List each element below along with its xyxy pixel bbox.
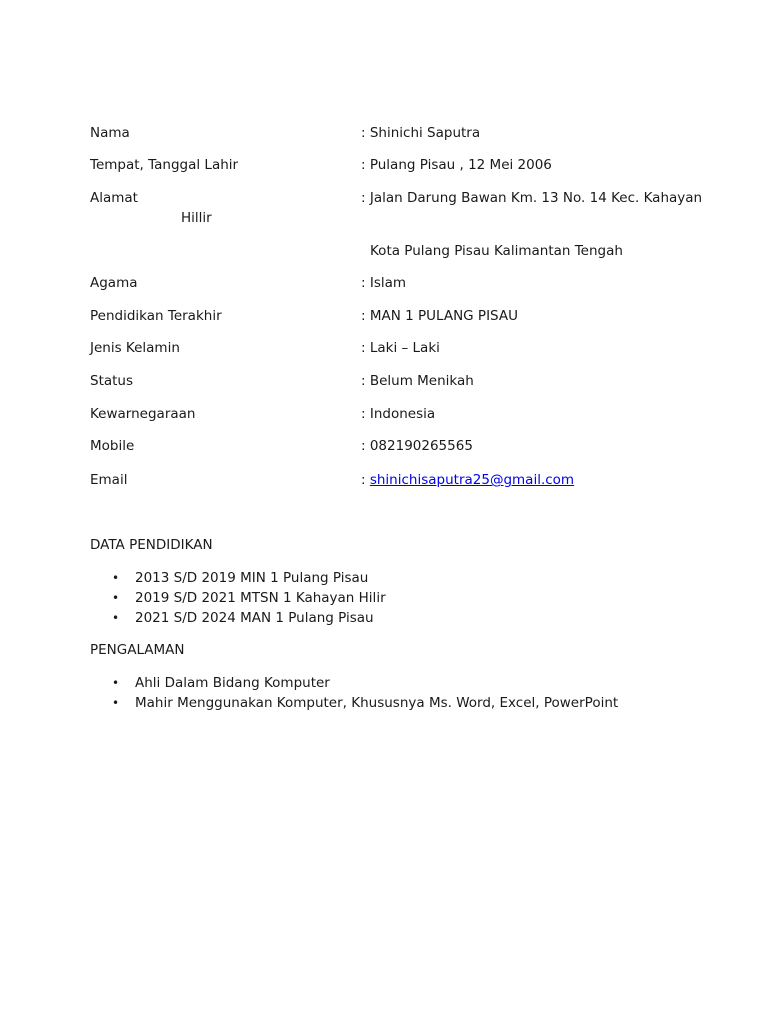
value-agama: : Islam [361,275,407,291]
value-alamat-line2: Kota Pulang Pisau Kalimantan Tengah [370,243,623,259]
list-item-text: Ahli Dalam Bidang Komputer [135,675,330,691]
label-alamat: Alamat [90,190,138,206]
value-email-row [361,472,574,488]
bullet-icon: • [112,591,120,605]
value-alamat-wrap: Hillir [181,210,212,226]
value-status: : Belum Menikah [361,373,474,389]
label-status: Status [90,373,134,389]
list-item [112,590,386,606]
list-item [112,610,374,626]
section-title-pengalaman: PENGALAMAN [90,642,185,658]
label-agama: Agama [90,275,138,291]
list-item [112,570,368,586]
email-colon: : [361,472,370,488]
label-email: Email [90,472,128,488]
value-jenis-kelamin: : Laki – Laki [361,340,440,356]
bullet-icon: • [112,696,120,710]
value-nama: : Shinichi Saputra [361,125,481,141]
label-mobile: Mobile [90,438,135,454]
list-item-text: Mahir Menggunakan Komputer, Khususnya Ms. Word, Excel, PowerPoint [135,695,619,711]
value-ttl: : Pulang Pisau , 12 Mei 2006 [361,157,552,173]
label-kewarganegaraan: Kewarnegaraan [90,406,196,422]
bullet-icon: • [112,611,120,625]
value-mobile: : 082190265565 [361,438,473,454]
list-item-text: 2021 S/D 2024 MAN 1 Pulang Pisau [135,610,374,626]
label-ttl: Tempat, Tanggal Lahir [90,157,239,173]
list-item-text: 2013 S/D 2019 MIN 1 Pulang Pisau [135,570,369,586]
section-title-pendidikan: DATA PENDIDIKAN [90,537,213,553]
label-nama: Nama [90,125,130,141]
list-item-text: 2019 S/D 2021 MTSN 1 Kahayan Hilir [135,590,386,606]
value-pendidikan-terakhir: : MAN 1 PULANG PISAU [361,308,518,324]
value-alamat-line1: : Jalan Darung Bawan Km. 13 No. 14 Kec. Kahayan [361,190,703,206]
bullet-icon: • [112,571,120,585]
label-pendidikan-terakhir: Pendidikan Terakhir [90,308,222,324]
value-kewarganegaraan: : Indonesia [361,406,436,422]
list-item [112,675,330,691]
bullet-icon: • [112,676,120,690]
label-jenis-kelamin: Jenis Kelamin [90,340,180,356]
email-link[interactable]: shinichisaputra25@gmail.com [369,472,575,488]
list-item [112,695,618,711]
